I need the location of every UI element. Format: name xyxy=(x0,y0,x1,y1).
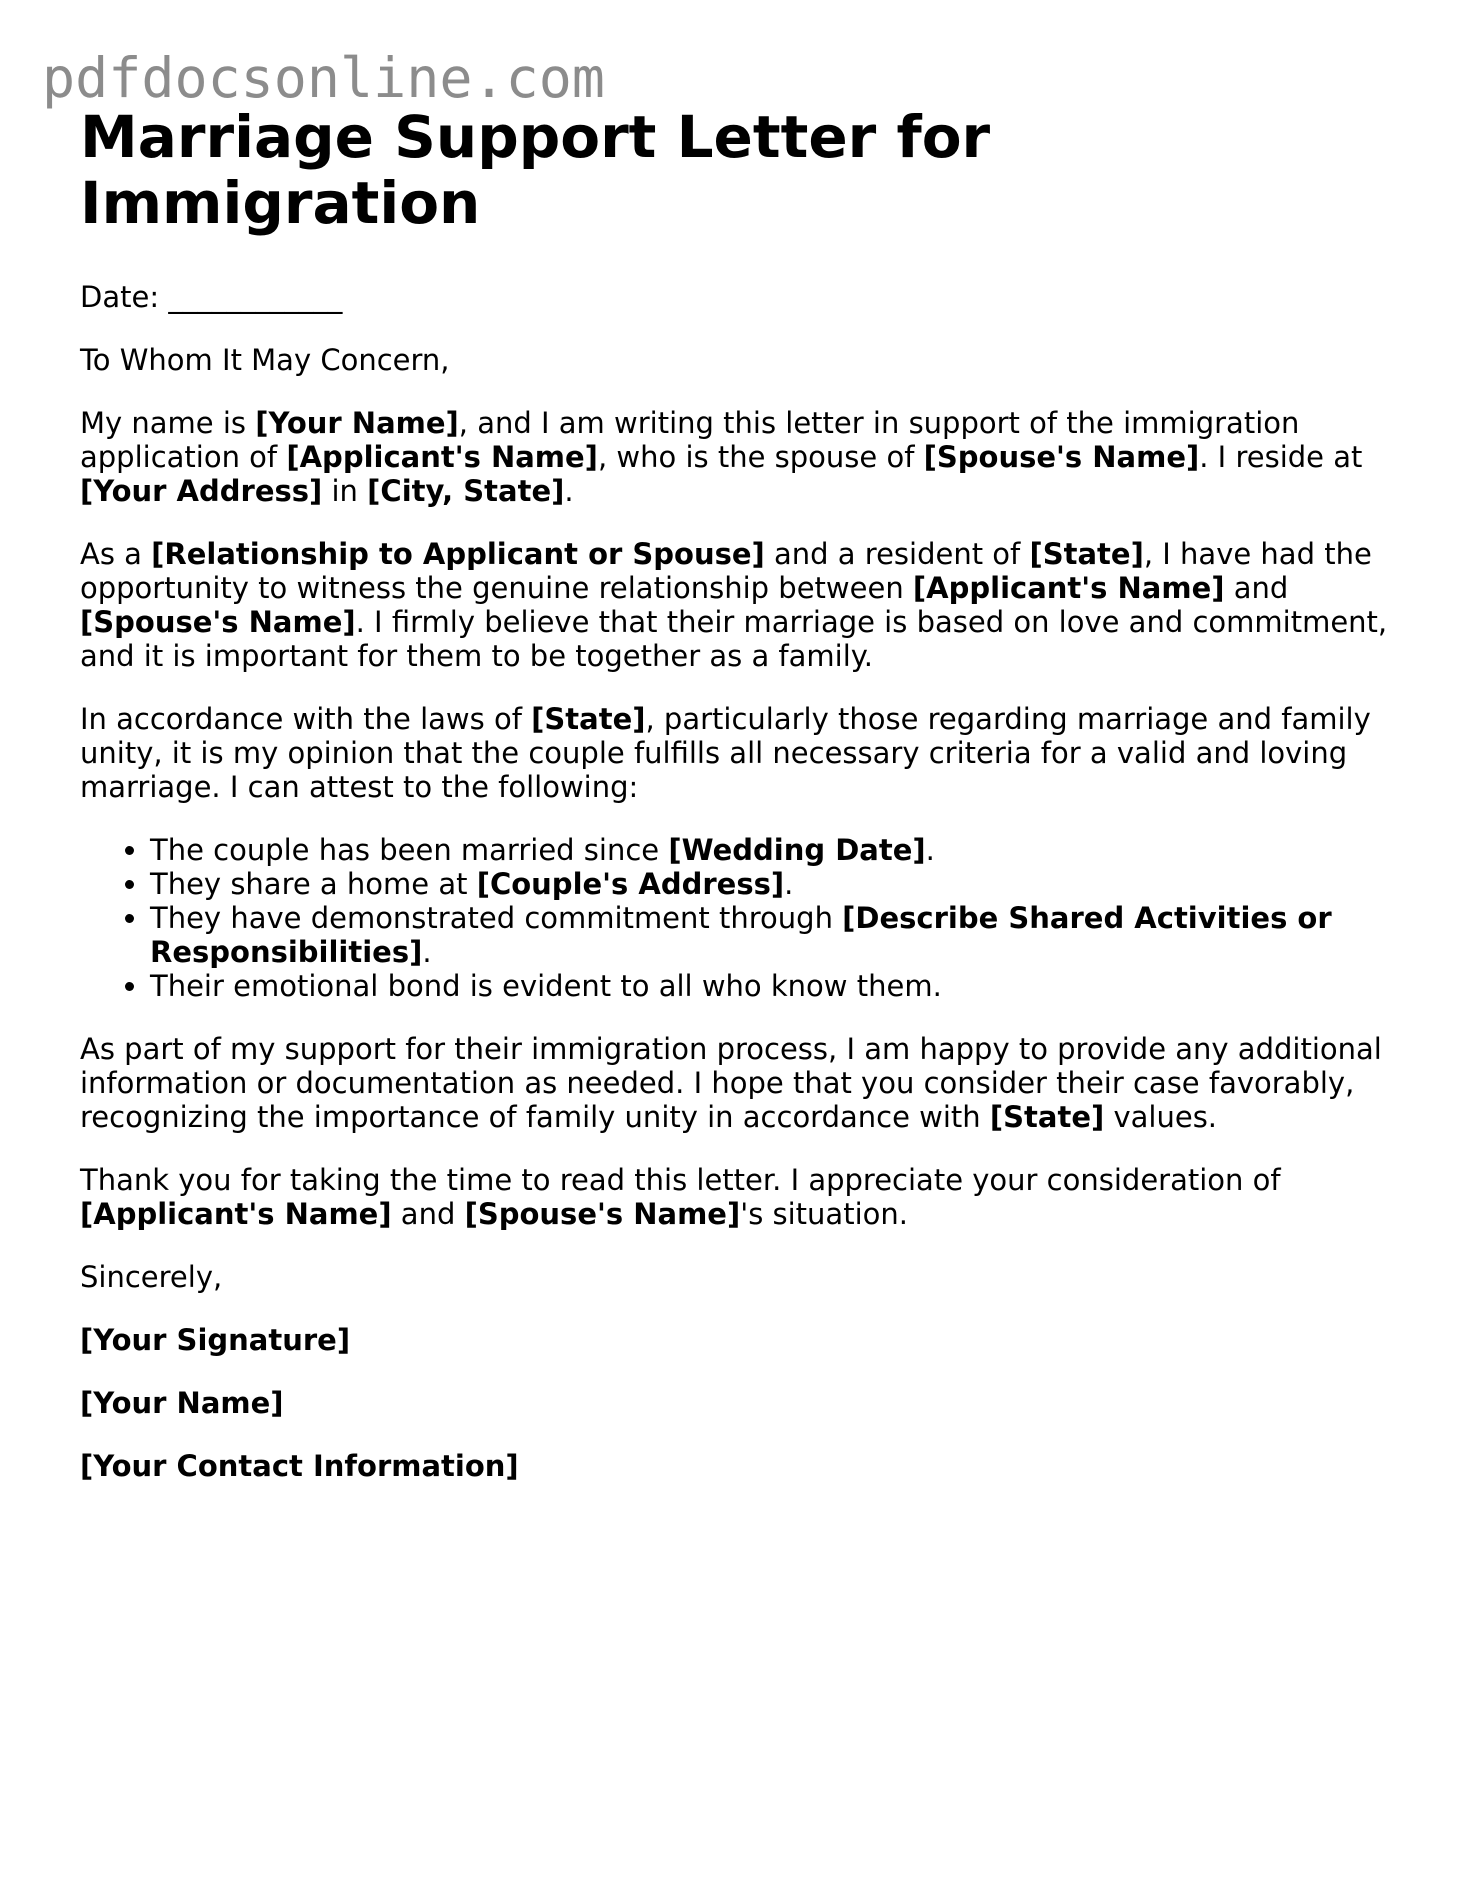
closing: Sincerely, xyxy=(80,1260,223,1294)
text: and a resident of xyxy=(764,537,1030,571)
paragraph-thanks xyxy=(80,1163,1400,1231)
placeholder-wedding-date: [Wedding Date] xyxy=(668,833,926,867)
letter-body xyxy=(80,280,1400,1483)
text: in xyxy=(322,474,368,508)
text: Thank you for taking the time to read this letter. I appreciate your consideration of xyxy=(80,1163,1281,1197)
placeholder-applicant-name: [Applicant's Name] xyxy=(80,1197,392,1231)
list-item xyxy=(150,901,1400,969)
greeting: To Whom It May Concern, xyxy=(80,343,450,377)
text: As a xyxy=(80,537,152,571)
text: values. xyxy=(1104,1100,1218,1134)
date-label: Date: xyxy=(80,280,160,314)
text: . I firmly believe that their marriage is based on love and commitment, and it is important for them to be together as a family. xyxy=(80,605,1388,673)
placeholder-state: [State] xyxy=(531,702,646,736)
signature-block xyxy=(80,1323,1400,1483)
text: . xyxy=(925,833,935,867)
list-item xyxy=(150,833,1400,867)
placeholder-signature: [Your Signature] xyxy=(80,1323,351,1357)
text: As part of my support for their immigration process, I am happy to provide any additional information or documentation as needed. I hope that you consider their case favorably, recognizing the importance of family unity in accordance with xyxy=(80,1032,1382,1134)
paragraph-support xyxy=(80,1032,1400,1134)
paragraph-intro xyxy=(80,406,1400,508)
text: , I have had the opportunity to witness the genuine relationship between xyxy=(80,537,1372,605)
text: My name is xyxy=(80,406,256,440)
list-item xyxy=(150,867,1400,901)
date-blank: ____________ xyxy=(168,280,343,314)
watermark-text: pdfdocsonline.com xyxy=(42,46,605,110)
placeholder-signer-name: [Your Name] xyxy=(80,1386,284,1420)
placeholder-couple-address: [Couple's Address] xyxy=(476,867,785,901)
placeholder-contact-info: [Your Contact Information] xyxy=(80,1449,519,1483)
text: . I reside at xyxy=(1199,440,1363,474)
placeholder-spouse-name: [Spouse's Name] xyxy=(464,1197,741,1231)
placeholder-shared-activities: [Describe Shared Activities or Responsibilities] xyxy=(150,901,1332,969)
text: and xyxy=(1224,571,1289,605)
text: 's situation. xyxy=(740,1197,908,1231)
text: and xyxy=(391,1197,465,1231)
paragraph-laws xyxy=(80,702,1400,804)
placeholder-city-state: [City, State] xyxy=(367,474,565,508)
placeholder-applicant-name: [Applicant's Name] xyxy=(912,571,1225,605)
text: . xyxy=(422,935,432,969)
placeholder-spouse-name: [Spouse's Name] xyxy=(80,605,356,639)
text: , particularly those regarding marriage and family unity, it is my opinion that the couple fulfills all necessary criteria for a valid and loving marriage. I can attest to the following: xyxy=(80,702,1371,804)
list-item xyxy=(150,969,1400,1003)
attestation-list xyxy=(80,833,1400,1003)
text: They have demonstrated commitment through xyxy=(150,901,843,935)
text: , and I am writing this letter in support of the immigration application of xyxy=(80,406,1300,474)
placeholder-spouse-name: [Spouse's Name] xyxy=(923,440,1200,474)
text: , who is the spouse of xyxy=(597,440,924,474)
placeholder-relationship: [Relationship to Applicant or Spouse] xyxy=(151,537,765,571)
text: The couple has been married since xyxy=(150,833,669,867)
text: . xyxy=(564,474,574,508)
date-line xyxy=(80,280,1400,314)
text: They share a home at xyxy=(150,867,477,901)
text: Their emotional bond is evident to all who know them. xyxy=(150,969,942,1003)
text: In accordance with the laws of xyxy=(80,702,532,736)
placeholder-your-name: [Your Name] xyxy=(255,406,459,440)
placeholder-your-address: [Your Address] xyxy=(80,474,323,508)
text: . xyxy=(784,867,794,901)
letter-page xyxy=(80,104,1400,1512)
placeholder-state: [State] xyxy=(989,1100,1105,1134)
page-title: Marriage Support Letter for Immigration xyxy=(80,103,991,237)
placeholder-state: [State] xyxy=(1029,537,1144,571)
placeholder-applicant-name: [Applicant's Name] xyxy=(286,440,598,474)
paragraph-relationship xyxy=(80,537,1400,673)
